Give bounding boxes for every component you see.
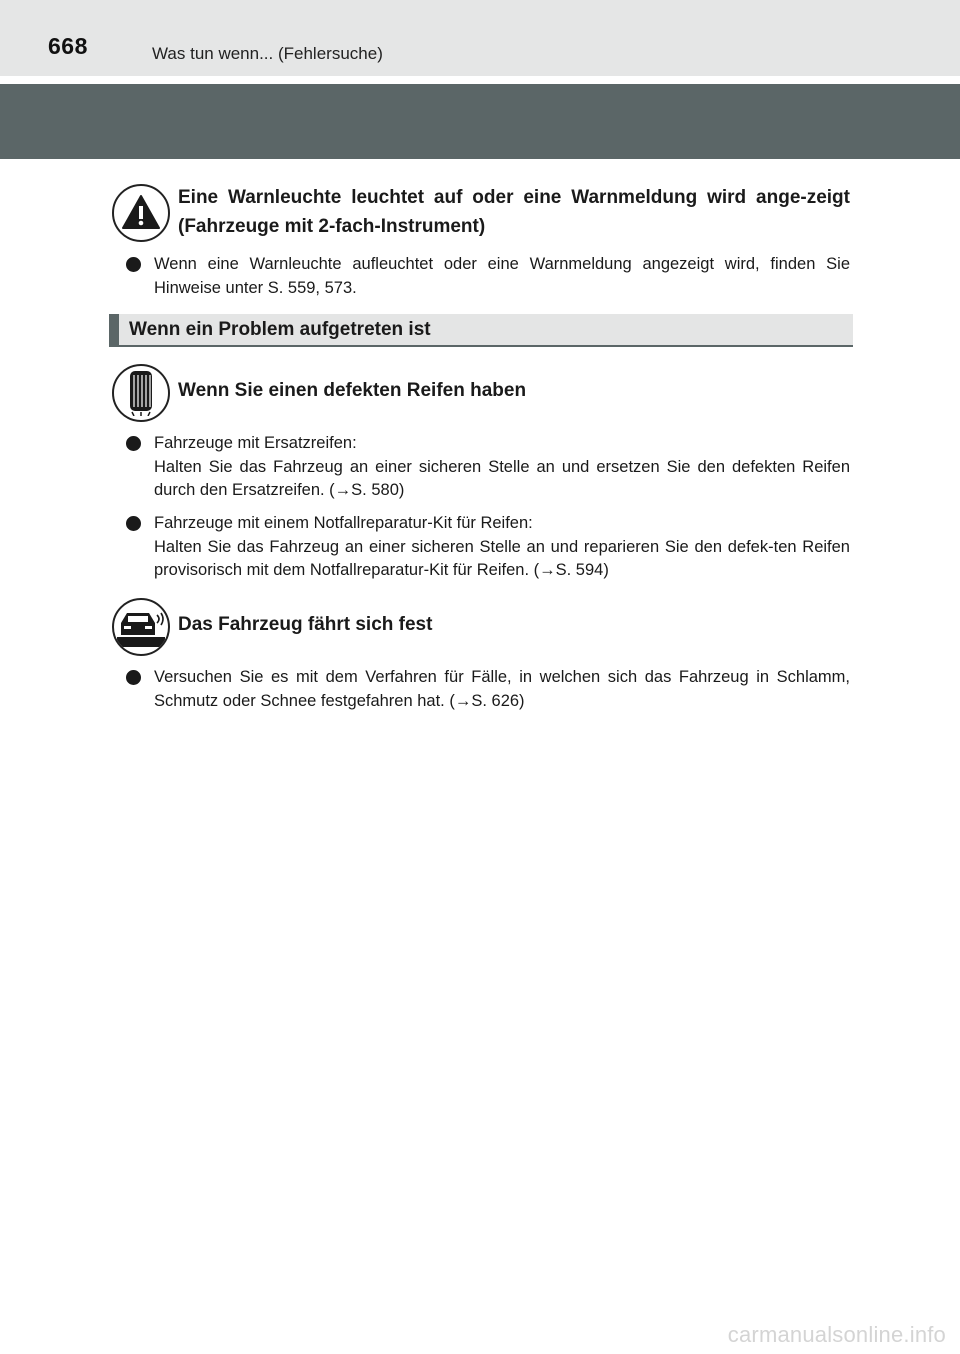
page-header <box>0 0 960 76</box>
tire-heading: Wenn Sie einen defekten Reifen haben <box>178 380 527 401</box>
warning-icon <box>112 184 170 242</box>
bullet-text: Versuchen Sie es mit dem Verfahren für Fälle, in welchen sich das Fahrzeug in Schlamm, Schmutz oder Schnee festgefahren hat. (→S. 626) <box>154 668 850 710</box>
bullet-text-line2: Halten Sie das Fahrzeug an einer sicheren Stelle an und ersetzen Sie den defekten Reifen durch den Ersatzreifen. (→S. 580) <box>154 457 850 499</box>
page-number: 668 <box>48 33 88 59</box>
bullet-icon <box>126 516 141 531</box>
flat-tire-icon <box>112 364 170 422</box>
bullet-text: Wenn eine Warnleuchte aufleuchtet oder eine Warnmeldung angezeigt wird, finden Sie Hinweise unter S. 559, 573. <box>154 255 850 297</box>
section-bar <box>109 314 853 347</box>
bullet-icon <box>126 257 141 272</box>
bullet-icon <box>126 670 141 685</box>
list-item <box>126 666 850 713</box>
stuck-heading: Das Fahrzeug fährt sich fest <box>178 614 433 635</box>
header-band <box>0 84 960 159</box>
watermark: carmanualsonline.info <box>727 1322 946 1347</box>
running-title: Was tun wenn... (Fehlersuche) <box>152 44 383 63</box>
bullet-text-line1: Fahrzeuge mit einem Notfallreparatur-Kit für Reifen: <box>154 514 533 532</box>
list-item <box>126 253 850 300</box>
stuck-car-icon <box>112 598 170 656</box>
bullet-text-line1: Fahrzeuge mit Ersatzreifen: <box>154 434 357 452</box>
list-item <box>126 432 850 503</box>
bullet-icon <box>126 436 141 451</box>
bullet-text-line2: Halten Sie das Fahrzeug an einer sicheren Stelle an und reparieren Sie den defek-ten Reifen provisorisch mit dem Notfallreparatur-Kit für Reifen. (→S. 594) <box>154 537 850 579</box>
warning-heading: Eine Warnleuchte leuchtet auf oder eine Warnmeldung wird ange-zeigt (Fahrzeuge mit 2-fach-Instrument) <box>178 187 850 237</box>
section-bar-accent <box>109 314 119 345</box>
section-bar-label: Wenn ein Problem aufgetreten ist <box>129 319 431 340</box>
list-item <box>126 512 850 583</box>
